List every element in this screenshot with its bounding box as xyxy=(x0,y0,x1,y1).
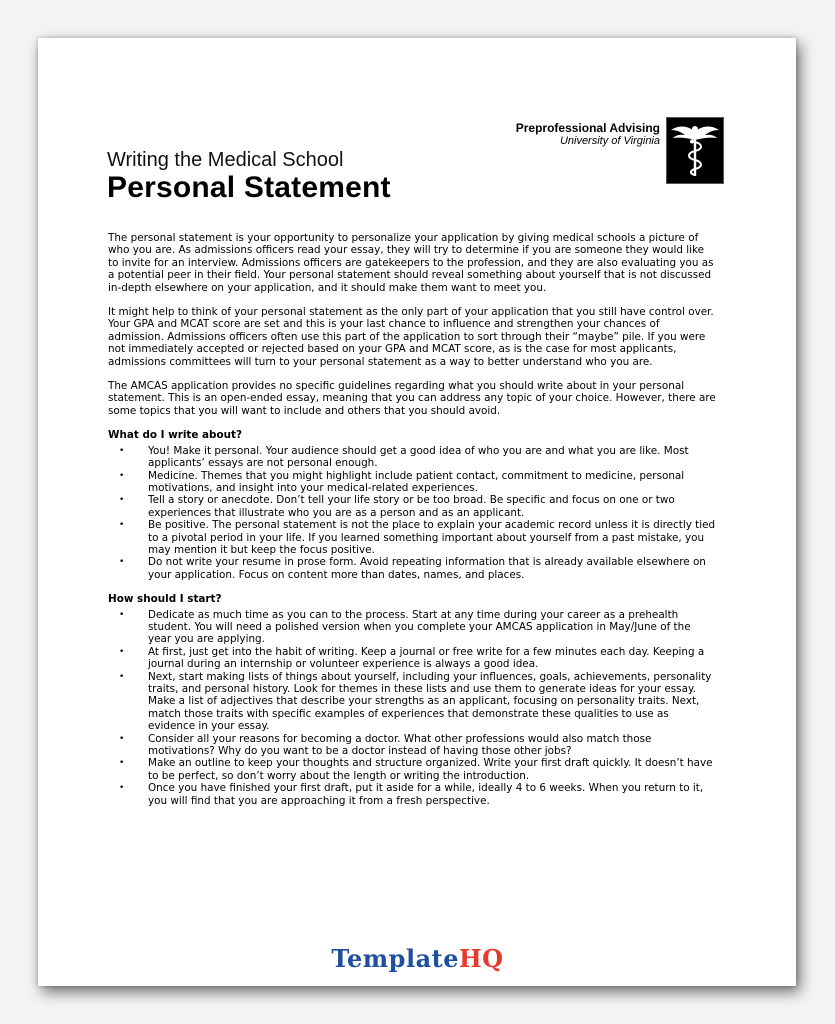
list-item xyxy=(108,470,716,495)
list-item-text: At first, just get into the habit of writing. Keep a journal or free write for a few minutes each day. Keeping a journal during an internship or volunteer experience is always a good idea. xyxy=(148,645,705,671)
bullet-icon: • xyxy=(119,520,125,531)
what-list xyxy=(108,445,716,581)
bullet-icon: • xyxy=(119,470,125,481)
bullet-icon: • xyxy=(119,495,125,506)
intro-paragraph-1: The personal statement is your opportunity to personalize your application by giving medical schools a picture of who you are. As admissions officers read your essay, they will try to determine if you are someone they would like to invite for an interview. Admissions officers are gatekeepers to the profession, and they are also evaluating you as a potential peer in their field. Your personal statement should reveal something about yourself that is not discussed in-depth elsewhere on your application, and it should make them want to meet you. xyxy=(108,232,714,294)
bullet-icon: • xyxy=(119,758,125,769)
list-item xyxy=(108,782,716,807)
section-heading-how: How should I start? xyxy=(108,593,222,606)
list-item-text: Be positive. The personal statement is not the place to explain your academic record unless it is directly tied to a pivotal period in your life. If you learned something important about yourself from a past mistake, you may mention it but keep the focus positive. xyxy=(148,519,716,556)
bullet-icon: • xyxy=(119,733,125,744)
list-item xyxy=(108,494,716,519)
section-heading-what: What do I write about? xyxy=(108,429,243,442)
list-item-text: Dedicate as much time as you can to the process. Start at any time during your career as a prehealth student. You will need a polished version when you complete your AMCAS application in May/June of the year you are applying. xyxy=(148,608,691,646)
bullet-icon: • xyxy=(119,445,125,456)
templatehq-logo xyxy=(0,944,835,973)
list-item-text: Consider all your reasons for becoming a doctor. What other professions would also match those motivations? Why do you want to be a doctor instead of having those other jobs? xyxy=(148,732,652,758)
bullet-icon: • xyxy=(119,646,125,657)
list-item xyxy=(108,646,716,671)
document-title: Personal Statement xyxy=(107,171,391,204)
bullet-icon: • xyxy=(119,671,125,682)
bullet-icon: • xyxy=(119,557,125,568)
document-subtitle: Writing the Medical School xyxy=(107,149,344,171)
org-name: Preprofessional Advising xyxy=(515,121,660,135)
list-item xyxy=(108,445,716,470)
university-name: University of Virginia xyxy=(559,135,660,147)
list-item-text: Tell a story or anecdote. Don’t tell your life story or be too broad. Be specific and focus on one or two experiences that illustrate who you are as a person and as an applicant. xyxy=(148,494,675,519)
list-item xyxy=(108,609,716,646)
list-item xyxy=(108,671,716,733)
list-item-text: Next, start making lists of things about yourself, including your influences, goals, achievements, personality traits, and personal history. Look for themes in these lists and use them to generate ideas for your essay. Make a list of adjectives that describe your strengths as an applicant, focusing on personality traits. Next, match those traits with specific examples of experiences that demonstrate these qualities to use as evidence in your essay. xyxy=(148,670,712,733)
intro-paragraph-2: It might help to think of your personal statement as the only part of your application that you still have control over. Your GPA and MCAT score are set and this is your last chance to influence and strengthen your chances of admission. Admissions officers often use this part of the application to sort through their “maybe” pile. If you were not immediately accepted or rejected based on your GPA and MCAT score, as is the case for most applicants, admissions committees will turn to your personal statement as a way to better understand who you are. xyxy=(108,306,714,368)
list-item xyxy=(108,556,716,581)
advising-header xyxy=(516,122,660,148)
list-item xyxy=(108,757,716,782)
list-item-text: Medicine. Themes that you might highlight include patient contact, commitment to medicine, personal motivations, and insight into your medical-related experiences. xyxy=(148,469,685,494)
list-item-text: Do not write your resume in prose form. Avoid repeating information that is already available elsewhere on your application. Focus on content more than dates, names, and places. xyxy=(148,556,706,581)
brand-part-2: HQ xyxy=(458,944,504,973)
how-list xyxy=(108,609,716,808)
bullet-icon: • xyxy=(119,783,125,794)
brand-part-1: Template xyxy=(331,944,459,973)
bullet-icon: • xyxy=(119,609,125,620)
document-page xyxy=(38,38,796,986)
list-item xyxy=(108,519,716,556)
list-item-text: Make an outline to keep your thoughts and structure organized. Write your first draft quickly. It doesn’t have to be perfect, so don’t worry about the length or writing the introduction. xyxy=(148,757,713,782)
document-body xyxy=(108,232,716,807)
list-item xyxy=(108,733,716,758)
list-item-text: Once you have finished your first draft, put it aside for a while, ideally 4 to 6 weeks. When you return to it, you will find that you are approaching it from a fresh perspective. xyxy=(148,782,704,807)
intro-paragraph-3: The AMCAS application provides no specific guidelines regarding what you should write about in your personal statement. This is an open-ended essay, meaning that you can address any topic of your choice. However, there are some topics that you will want to include and others that you should avoid. xyxy=(108,380,716,417)
list-item-text: You! Make it personal. Your audience should get a good idea of who you are and what you are like. Most applicants’ essays are not personal enough. xyxy=(148,444,689,470)
caduceus-icon xyxy=(666,117,724,184)
